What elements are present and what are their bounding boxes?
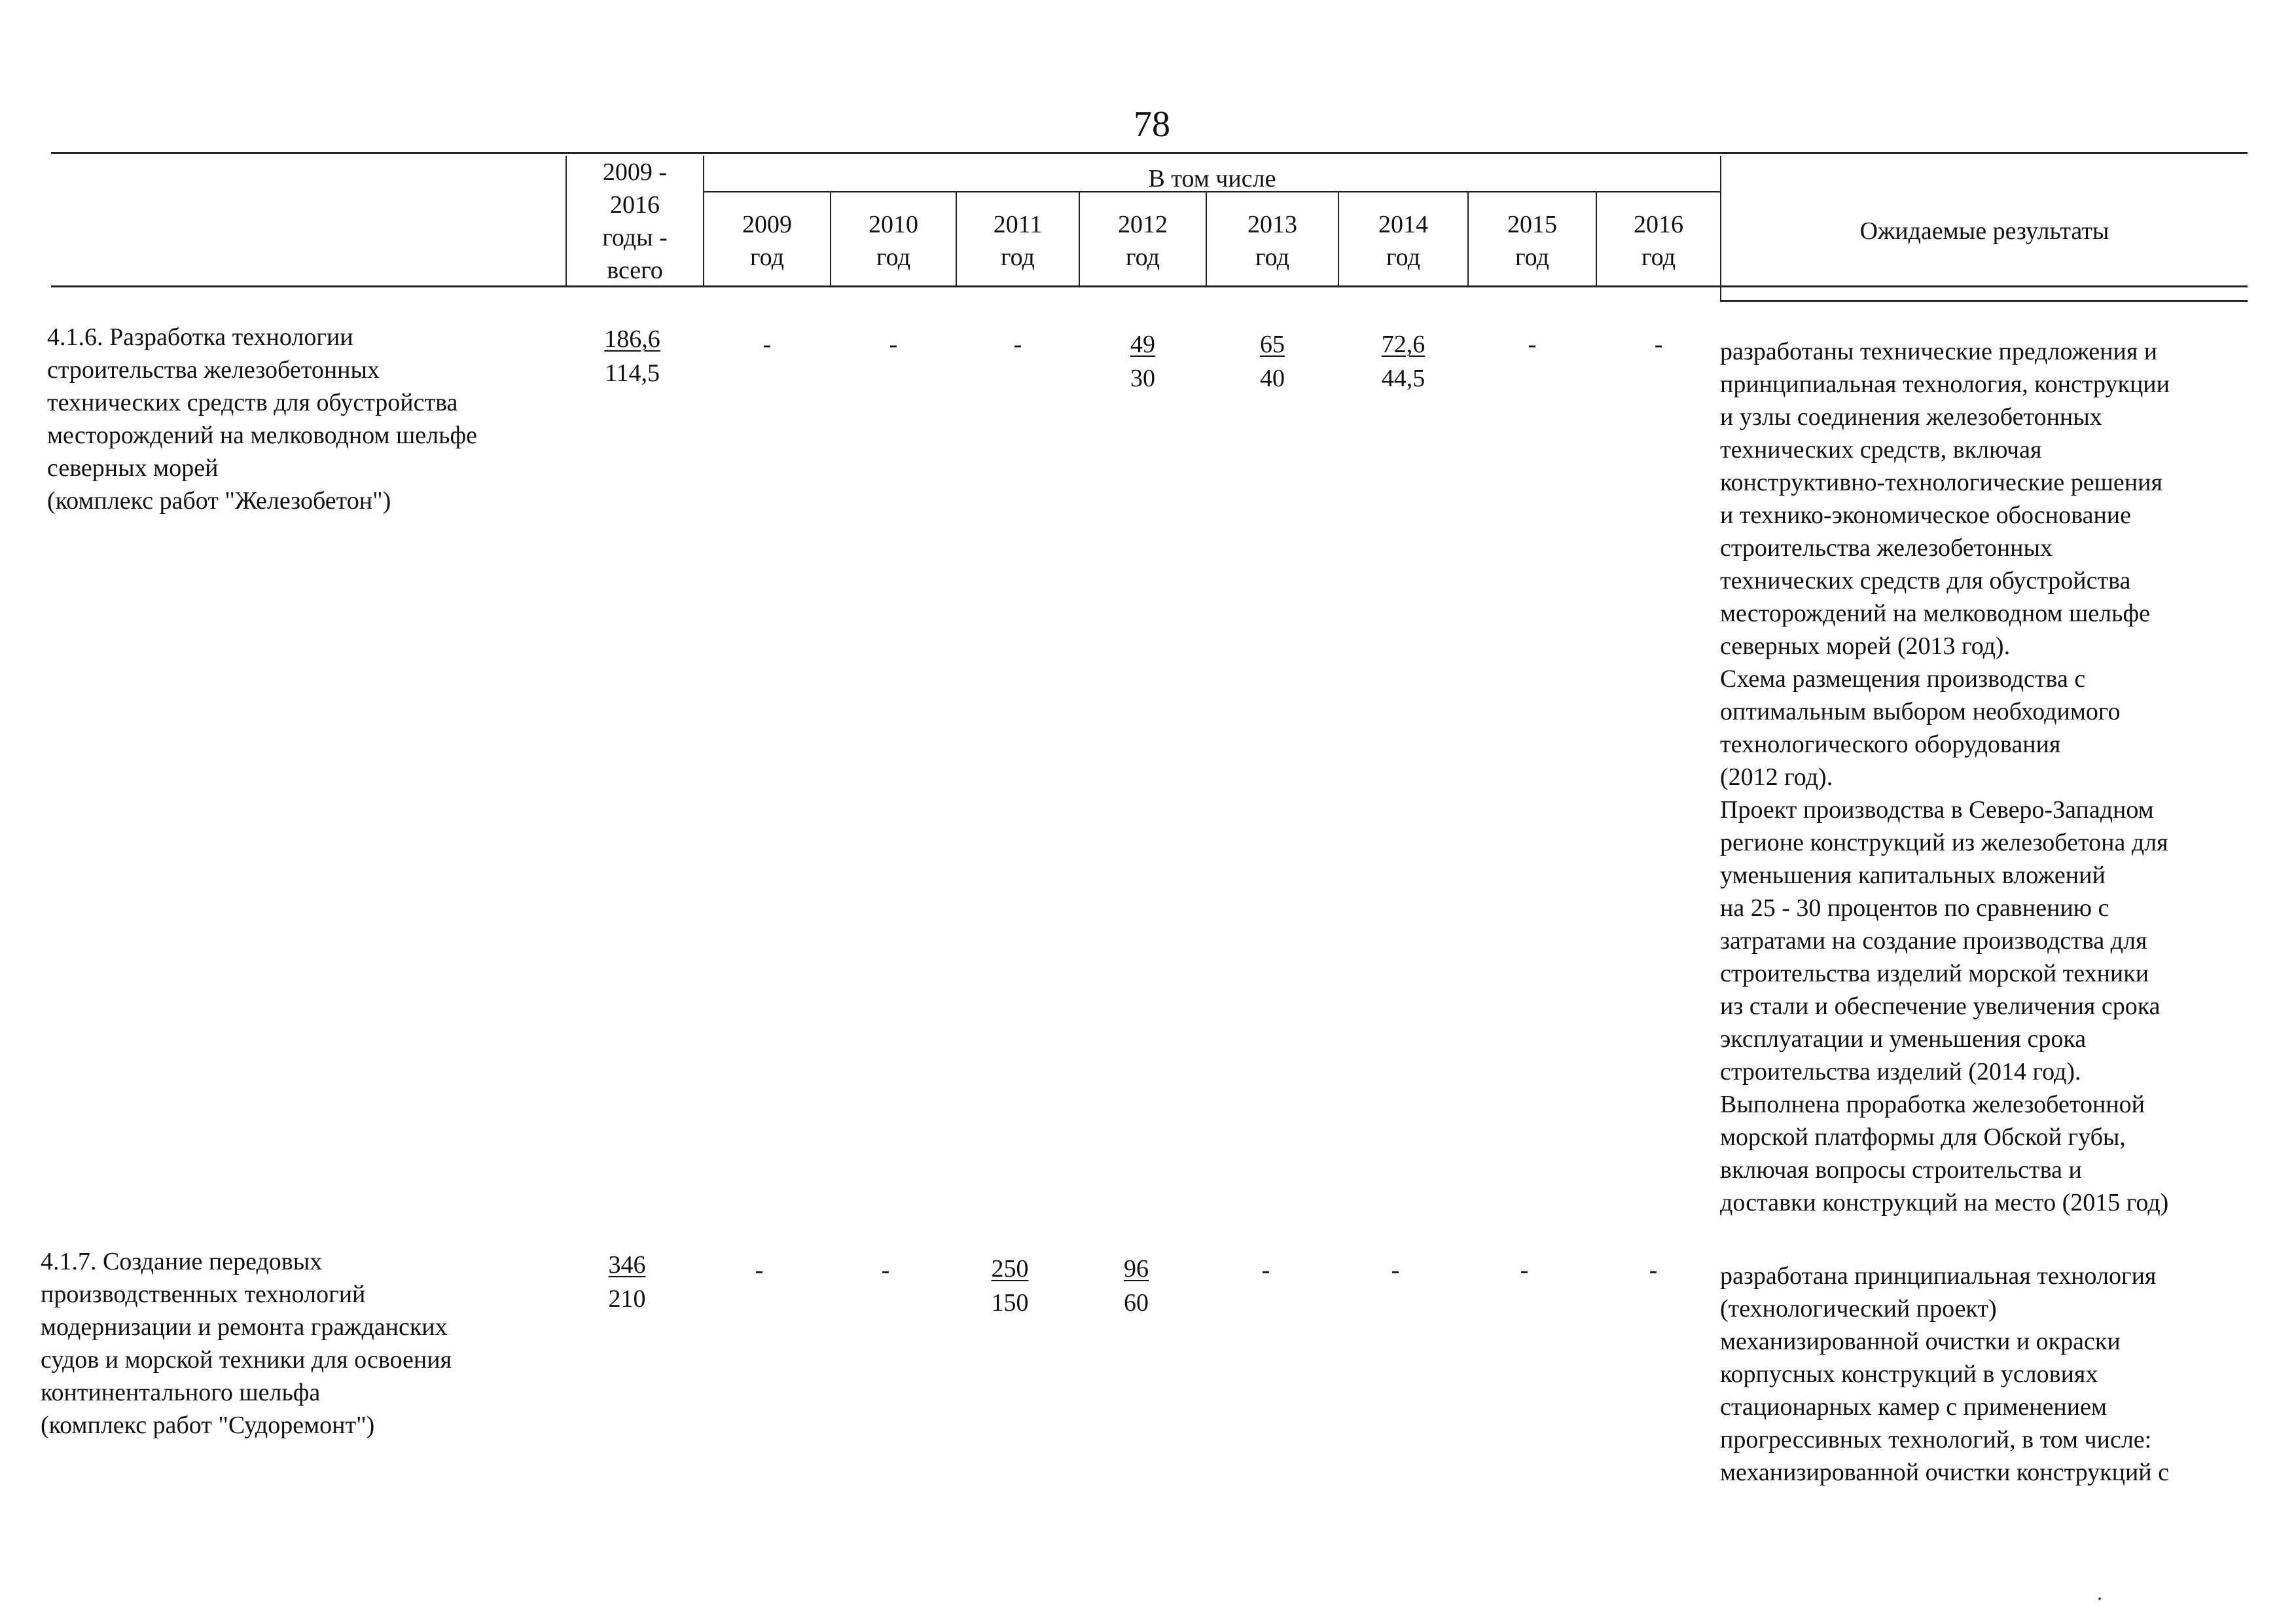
page-number: 78 xyxy=(1134,104,1170,145)
value-total: - xyxy=(762,331,772,358)
year-unit: год xyxy=(1641,244,1676,271)
year-label: 2011 xyxy=(993,211,1043,238)
header-group-label: В том числе xyxy=(1148,165,1276,192)
header-year-2013 xyxy=(1207,208,1338,274)
row-2-year-2014 xyxy=(1331,1253,1460,1287)
year-label: 2013 xyxy=(1247,211,1297,238)
row-1-total xyxy=(580,322,685,390)
header-year-2011 xyxy=(957,208,1079,274)
value-federal: 150 xyxy=(991,1289,1029,1317)
header-year-2010 xyxy=(831,208,956,274)
value-total: - xyxy=(1528,331,1537,358)
results-bottom-rule xyxy=(1720,300,2248,302)
header-top-rule xyxy=(51,152,2248,154)
row-1-year-2011 xyxy=(957,327,1079,361)
scan-dot xyxy=(2098,1597,2101,1600)
year-unit: год xyxy=(1386,244,1420,271)
value-total: 96 xyxy=(1124,1255,1149,1283)
value-total: - xyxy=(889,331,898,358)
year-label: 2016 xyxy=(1634,211,1683,238)
year-unit: год xyxy=(1126,244,1160,271)
year-unit: год xyxy=(750,244,784,271)
year-label: 2015 xyxy=(1507,211,1557,238)
value-total: - xyxy=(881,1256,890,1284)
row-1-title: 4.1.6. Разработка технологии строительства железобетонных технических средств для обустройства месторождений на мелководном шельфе северных морей (комплекс работ "Железобетон") xyxy=(47,323,477,515)
header-year-2009 xyxy=(704,208,830,274)
row-2-total xyxy=(575,1248,679,1316)
row-2-year-2013 xyxy=(1200,1253,1331,1287)
row-1-results: разработаны технические предложения и принципиальная технология, конструкции и узлы соединения железобетонных технических средств, включая конструктивно-технологические решения и технико-экономическое обоснование строительства железобетонных технических средств для обустройства месторождений на мелководном шельфе северных морей (2013 год). Схема размещения производства с оптимальным выбором необходимого технологического оборудования (2012 год). Проект производства в Северо-Западном регионе конструкций из железобетона для уменьшения капитальных вложений на 25 - 30 процентов по сравнению с затратами на создание производства для строительства изделий морской техники из стали и обеспечение увеличения срока эксплуатации и уменьшения срока строительства изделий (2014 год). Выполнена проработка железобетонной морской платформы для Обской губы, включая вопросы строительства и доставки конструкций на место (2015 год) xyxy=(1720,338,2170,1216)
value-total: 346 xyxy=(608,1251,646,1279)
header-year-2016 xyxy=(1597,208,1720,274)
value-federal: 44,5 xyxy=(1381,365,1426,392)
year-unit: год xyxy=(1255,244,1289,271)
header-year-2014 xyxy=(1339,208,1467,274)
value-total: 250 xyxy=(991,1255,1029,1283)
value-total: 49 xyxy=(1130,331,1155,358)
row-2-year-2012 xyxy=(1073,1252,1199,1320)
year-label: 2014 xyxy=(1378,211,1428,238)
row-1-year-2009 xyxy=(704,327,830,361)
year-unit: год xyxy=(876,244,910,271)
value-total: - xyxy=(1391,1256,1400,1284)
value-federal: 210 xyxy=(608,1285,646,1313)
value-total: 72,6 xyxy=(1381,331,1426,358)
value-total: - xyxy=(1654,331,1663,358)
value-federal: 30 xyxy=(1130,365,1155,392)
row-1-year-2016 xyxy=(1597,327,1720,361)
value-federal: 60 xyxy=(1124,1289,1149,1317)
row-2-title: 4.1.7. Создание передовых производственных технологий модернизации и ремонта гражданских судов и морской техники для освоения континентального шельфа (комплекс работ "Судоремонт") xyxy=(41,1248,452,1439)
year-unit: год xyxy=(1001,244,1035,271)
row-2-year-2009 xyxy=(696,1253,822,1287)
row-2-year-2010 xyxy=(823,1253,948,1287)
value-total: 186,6 xyxy=(604,325,660,353)
header-year-2012 xyxy=(1080,208,1206,274)
row-1-year-2015 xyxy=(1469,327,1596,361)
value-federal: 40 xyxy=(1260,365,1285,392)
value-total: - xyxy=(1520,1256,1529,1284)
row-2-results: разработана принципиальная технология (технологический проект) механизированной очистки и окраски корпусных конструкций в условиях стационарных камер с применением прогрессивных технологий, в том числе: механизированной очистки конструкций с xyxy=(1720,1262,2169,1486)
value-total: - xyxy=(1261,1256,1270,1284)
year-unit: год xyxy=(1515,244,1549,271)
header-results: Ожидаемые результаты xyxy=(1859,217,2109,245)
value-total: - xyxy=(1013,331,1022,358)
row-1-year-2012 xyxy=(1080,327,1206,395)
row-1-year-2014 xyxy=(1339,327,1467,395)
value-total: - xyxy=(1649,1256,1658,1284)
row-2-year-2016 xyxy=(1592,1253,1715,1287)
value-total: - xyxy=(755,1256,764,1284)
year-label: 2010 xyxy=(869,211,918,238)
header-total: 2009 - 2016 годы - всего xyxy=(602,158,668,284)
row-2-year-2011 xyxy=(949,1252,1071,1320)
year-label: 2009 xyxy=(742,211,792,238)
year-label: 2012 xyxy=(1118,211,1168,238)
row-1-year-2013 xyxy=(1207,327,1338,395)
row-2-year-2015 xyxy=(1461,1253,1588,1287)
header-bottom-rule xyxy=(51,285,2248,287)
value-federal: 114,5 xyxy=(604,359,660,387)
row-1-year-2010 xyxy=(831,327,956,361)
header-year-2015 xyxy=(1469,208,1596,274)
value-total: 65 xyxy=(1260,331,1285,358)
